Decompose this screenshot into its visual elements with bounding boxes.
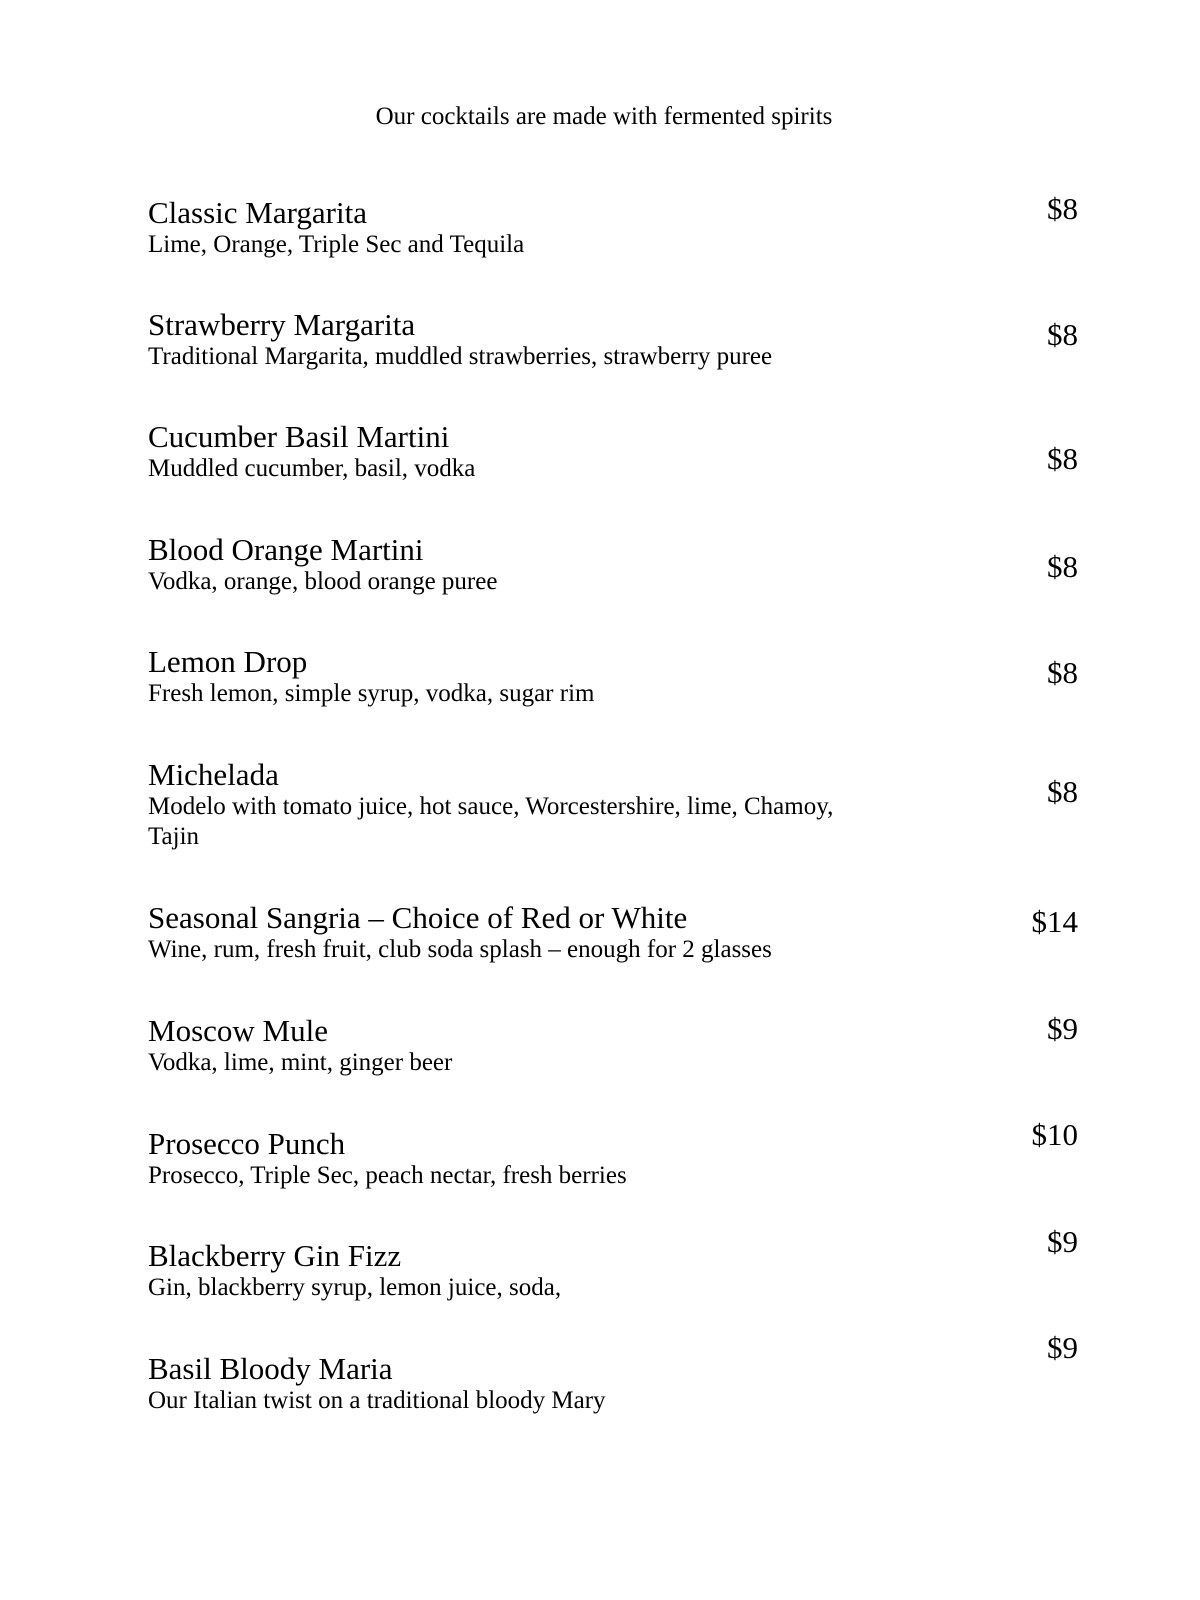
menu-item-price: $10 <box>1031 1117 1078 1152</box>
menu-item <box>148 901 1078 965</box>
menu-item-price: $8 <box>1047 441 1078 476</box>
menu-item-name: Strawberry Margarita <box>148 307 416 342</box>
menu-item-name: Blackberry Gin Fizz <box>148 1238 402 1273</box>
menu-item-description: Lime, Orange, Triple Sec and Tequila <box>148 231 525 258</box>
menu-item-description: Vodka, lime, mint, ginger beer <box>148 1049 453 1076</box>
menu-item-price: $14 <box>1031 904 1078 939</box>
menu-item-price: $8 <box>1047 191 1078 226</box>
menu-item-price: $9 <box>1047 1330 1078 1365</box>
menu-item <box>148 1011 1078 1078</box>
menu-item-price: $8 <box>1047 655 1078 690</box>
menu-item-description: Gin, blackberry syrup, lemon juice, soda, <box>148 1274 562 1301</box>
menu-item-name: Michelada <box>148 757 279 792</box>
menu-intro: Our cocktails are made with fermented spirits <box>375 103 833 130</box>
menu-item-price: $8 <box>1047 549 1078 584</box>
menu-item-description: Modelo with tomato juice, hot sauce, Worcestershire, lime, Chamoy, Tajin <box>148 793 834 850</box>
menu-item <box>148 196 1078 260</box>
menu-item-description: Vodka, orange, blood orange puree <box>148 568 498 595</box>
menu-item-description: Muddled cucumber, basil, vodka <box>148 455 476 482</box>
menu-item-price: $9 <box>1047 1011 1078 1046</box>
menu-item <box>148 1127 1078 1191</box>
menu-item <box>148 308 1078 372</box>
menu-item-description: Traditional Margarita, muddled strawberries, strawberry puree <box>148 343 773 370</box>
menu-item-price: $8 <box>1047 317 1078 352</box>
menu-item-description: Fresh lemon, simple syrup, vodka, sugar rim <box>148 680 595 707</box>
menu-item-name: Lemon Drop <box>148 644 308 679</box>
menu-item-description: Wine, rum, fresh fruit, club soda splash – enough for 2 glasses <box>148 936 772 963</box>
menu-item <box>148 1239 1078 1303</box>
menu-item-name: Classic Margarita <box>148 195 367 230</box>
menu-item-name: Seasonal Sangria – Choice of Red or White <box>148 900 688 935</box>
menu-item-name: Prosecco Punch <box>148 1126 346 1161</box>
menu-item-description: Our Italian twist on a traditional bloody Mary <box>148 1387 606 1414</box>
menu-item-price: $8 <box>1047 774 1078 809</box>
menu-item <box>148 645 1078 709</box>
menu-item-name: Moscow Mule <box>148 1013 328 1048</box>
menu-item-price: $9 <box>1047 1224 1078 1259</box>
menu-item-name: Cucumber Basil Martini <box>148 419 450 454</box>
menu-item <box>148 758 1078 852</box>
menu-item <box>148 420 1078 484</box>
menu-item <box>148 533 1078 597</box>
menu-item-description: Prosecco, Triple Sec, peach nectar, fresh berries <box>148 1162 627 1189</box>
menu-item <box>148 1352 1078 1416</box>
menu-item-name: Basil Bloody Maria <box>148 1351 393 1386</box>
menu-item-name: Blood Orange Martini <box>148 532 424 567</box>
